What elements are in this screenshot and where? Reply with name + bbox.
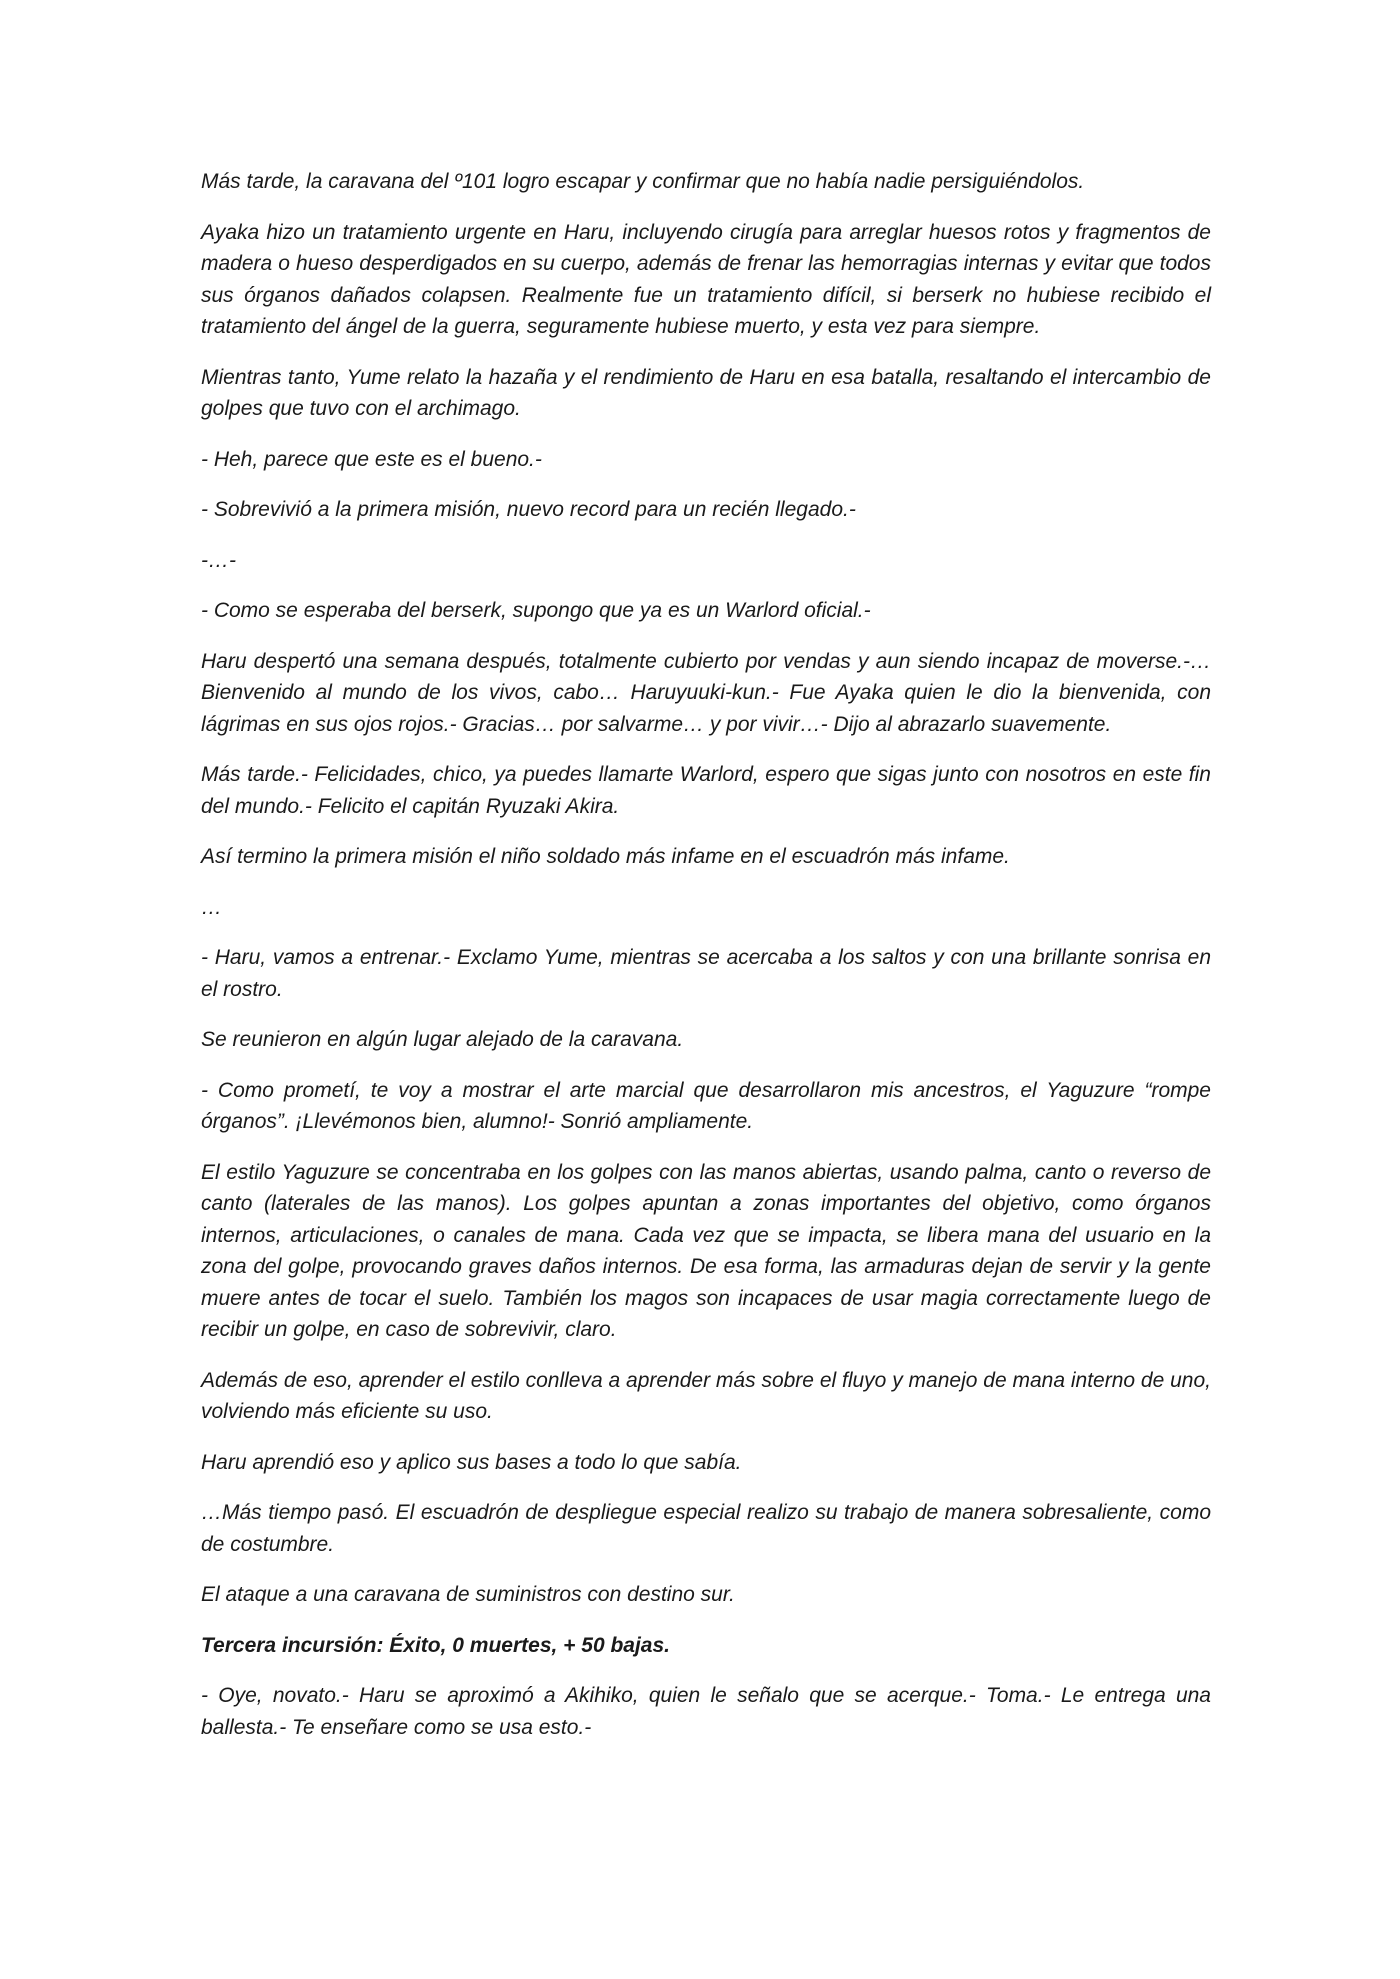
document-page: [201, 166, 1211, 1762]
paragraph-5: - Sobrevivió a la primera misión, nuevo record para un recién llegado.-: [201, 498, 856, 521]
paragraph-9: Más tarde.- Felicidades, chico, ya puedes llamarte Warlord, espero que sigas junto con nosotros en este fin del mundo.- Felicito el capitán Ryuzaki Akira.: [201, 763, 1211, 818]
paragraph-3: Mientras tanto, Yume relato la hazaña y el rendimiento de Haru en esa batalla, resaltando el intercambio de golpes que tuvo con el archimago.: [201, 365, 1211, 420]
paragraph-15: El estilo Yaguzure se concentraba en los golpes con las manos abiertas, usando palma, canto o reverso de canto (laterales de las manos). Los golpes apuntan a zonas importantes del objetivo, como órganos internos, articulaciones, o canales de mana. Cada vez que se impacta, se libera mana del usuario en la zona del golpe, provocando graves daños internos. De esa forma, las armaduras dejan de servir y la gente muere antes de tocar el suelo. También los magos son incapaces de usar magia correctamente luego de recibir un golpe, en caso de sobrevivir, claro.: [201, 1160, 1211, 1341]
paragraph-8: Haru despertó una semana después, totalmente cubierto por vendas y aun siendo incapaz de moverse.-… Bienvenido al mundo de los vivos, cabo… Haruyuuki-kun.- Fue Ayaka quien le dio la bienvenida, con lágrimas en sus ojos rojos.- Gracias… por salvarme… y por vivir…- Dijo al abrazarlo suavemente.: [201, 649, 1211, 736]
paragraph-7: - Como se esperaba del berserk, supongo que ya es un Warlord oficial.-: [201, 599, 871, 622]
paragraph-18: …Más tiempo pasó. El escuadrón de despliegue especial realizo su trabajo de manera sobresaliente, como de costumbre.: [201, 1501, 1211, 1556]
paragraph-12: - Haru, vamos a entrenar.- Exclamo Yume, mientras se acercaba a los saltos y con una brillante sonrisa en el rostro.: [201, 946, 1211, 1001]
paragraph-10: Así termino la primera misión el niño soldado más infame en el escuadrón más infame.: [201, 845, 1010, 868]
incursion-summary: Tercera incursión: Éxito, 0 muertes, + 50 bajas.: [201, 1633, 671, 1657]
paragraph-17: Haru aprendió eso y aplico sus bases a todo lo que sabía.: [201, 1450, 742, 1474]
paragraph-2: Ayaka hizo un tratamiento urgente en Haru, incluyendo cirugía para arreglar huesos rotos y fragmentos de madera o hueso desperdigados en su cuerpo, además de frenar las hemorragias internas y evitar que todos sus órganos dañados colapsen. Realmente fue un tratamiento difícil, si berserk no hubiese recibido el tratamiento del ángel de la guerra, seguramente hubiese muerto, y esta vez para siempre.: [201, 220, 1211, 338]
paragraph-4: - Heh, parece que este es el bueno.-: [201, 447, 542, 471]
paragraph-19: El ataque a una caravana de suministros con destino sur.: [201, 1583, 735, 1606]
paragraph-14: - Como prometí, te voy a mostrar el arte marcial que desarrollaron mis ancestros, el Yaguzure “rompe órganos”. ¡Llevémonos bien, alumno!- Sonrió ampliamente.: [201, 1078, 1211, 1133]
paragraph-13: Se reunieron en algún lugar alejado de la caravana.: [201, 1028, 684, 1051]
paragraph-1: Más tarde, la caravana del º101 logro escapar y confirmar que no había nadie persiguiéndolos.: [201, 170, 1085, 193]
paragraph-11: …: [201, 895, 222, 919]
paragraph-21: - Oye, novato.- Haru se aproximó a Akihiko, quien le señalo que se acerque.- Toma.- Le entrega una ballesta.- Te enseñare como se usa esto.-: [201, 1684, 1211, 1739]
paragraph-16: Además de eso, aprender el estilo conlleva a aprender más sobre el fluyo y manejo de mana interno de uno, volviendo más eficiente su uso.: [201, 1368, 1211, 1423]
paragraph-6: -…-: [201, 548, 236, 572]
